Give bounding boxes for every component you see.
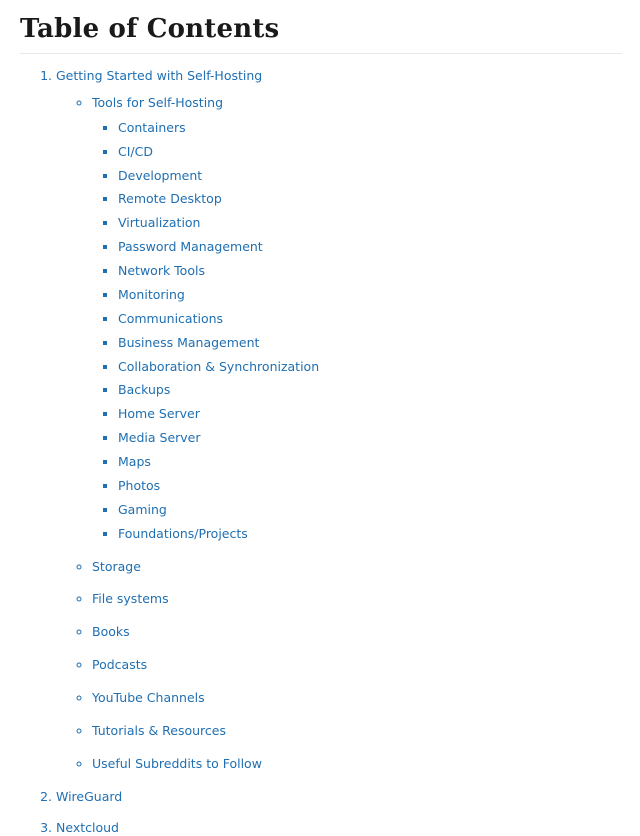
toc-link-tutorials-resources[interactable]: Tutorials & Resources [92,723,226,738]
list-item [92,756,622,773]
list-item [118,430,622,447]
toc-link-virtualization[interactable]: Virtualization [118,215,200,230]
list-item [92,624,622,641]
toc-link-business-management[interactable]: Business Management [118,335,259,350]
toc-link-maps[interactable]: Maps [118,454,151,469]
list-item [118,144,622,161]
list-item [118,215,622,232]
list-item [118,454,622,471]
toc-link-youtube-channels[interactable]: YouTube Channels [92,690,205,705]
list-item [118,478,622,495]
list-item [118,120,622,137]
toc-link-file-systems[interactable]: File systems [92,591,169,606]
list-item [92,591,622,608]
toc-link-network-tools[interactable]: Network Tools [118,263,205,278]
list-item [92,559,622,576]
toc-link-getting-started[interactable]: Getting Started with Self-Hosting [56,68,262,83]
list-item [118,191,622,208]
list-item [56,789,622,806]
toc-level-1-list [18,68,622,836]
list-item [92,95,622,543]
toc-link-podcasts[interactable]: Podcasts [92,657,147,672]
list-item [92,690,622,707]
toc-link-foundations-projects[interactable]: Foundations/Projects [118,526,248,541]
list-item [56,68,622,773]
toc-link-gaming[interactable]: Gaming [118,502,167,517]
list-item [118,311,622,328]
list-item [118,382,622,399]
list-item [118,359,622,376]
list-item [118,287,622,304]
list-item [56,820,622,836]
toc-link-wireguard[interactable]: WireGuard [56,789,122,804]
list-item [118,239,622,256]
toc-link-books[interactable]: Books [92,624,130,639]
list-item [118,168,622,185]
toc-link-media-server[interactable]: Media Server [118,430,201,445]
toc-link-photos[interactable]: Photos [118,478,160,493]
toc-level-2-list [56,95,622,773]
toc-link-storage[interactable]: Storage [92,559,141,574]
toc-link-tools-for-self-hosting[interactable]: Tools for Self-Hosting [92,95,223,110]
toc-link-useful-subreddits-to-follow[interactable]: Useful Subreddits to Follow [92,756,262,771]
toc-link-remote-desktop[interactable]: Remote Desktop [118,191,222,206]
toc-link-monitoring[interactable]: Monitoring [118,287,185,302]
toc-link-development[interactable]: Development [118,168,202,183]
list-item [118,335,622,352]
toc-link-containers[interactable]: Containers [118,120,186,135]
toc-link-communications[interactable]: Communications [118,311,223,326]
toc-link-ci-cd[interactable]: CI/CD [118,144,153,159]
list-item [118,526,622,543]
list-item [92,723,622,740]
list-item [118,406,622,423]
toc-link-nextcloud[interactable]: Nextcloud [56,820,119,835]
list-item [118,502,622,519]
toc-level-3-list [92,120,622,543]
toc-link-password-management[interactable]: Password Management [118,239,263,254]
list-item [92,657,622,674]
toc-link-collaboration-synchronization[interactable]: Collaboration & Synchronization [118,359,319,374]
toc-link-backups[interactable]: Backups [118,382,170,397]
toc-link-home-server[interactable]: Home Server [118,406,200,421]
page-title: Table of Contents [20,14,622,54]
list-item [118,263,622,280]
